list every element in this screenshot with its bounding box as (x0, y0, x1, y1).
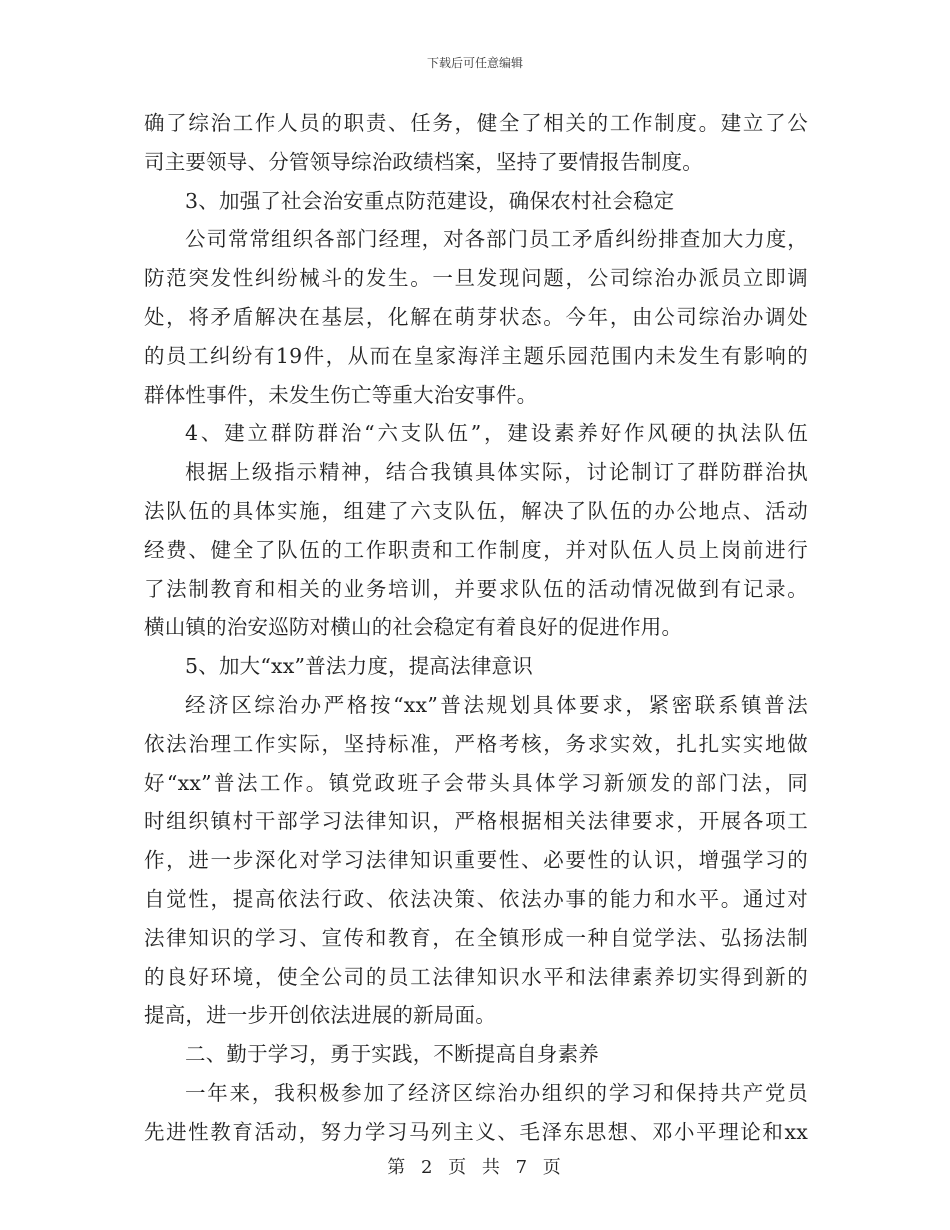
text-line: 的良好环境，使全公司的员工法律知识水平和法律素养切实得到新的 (144, 964, 808, 989)
text-line: 时组织镇村干部学习法律知识，严格根据相关法律要求，开展各项工 (144, 809, 808, 834)
text-line: 自觉性，提高依法行政、依法决策、依法办事的能力和水平。通过对 (144, 886, 808, 911)
text-line: 群体性事件，未发生伤亡等重大治安事件。 (144, 382, 538, 407)
text-line: 4、建立群防群治“六支队伍”，建设素养好作风硬的执法队伍 (185, 421, 808, 446)
text-line: 经费、健全了队伍的工作职责和工作制度，并对队伍人员上岗前进行 (144, 537, 808, 562)
text-line: 确了综治工作人员的职责、任务，健全了相关的工作制度。建立了公 (144, 111, 808, 135)
text-line: 法律知识的学习、宣传和教育，在全镇形成一种自觉学法、弘扬法制 (144, 925, 808, 950)
document-body (144, 104, 808, 1152)
text-line: 根据上级指示精神，结合我镇具体实际，讨论制订了群防群治执 (185, 460, 808, 485)
text-line: 经济区综治办严格按“xx”普法规划具体要求，紧密联系镇普法 (185, 692, 808, 717)
text-line: 依法治理工作实际，坚持标准，严格考核，务求实效，扎扎实实地做 (144, 731, 808, 756)
text-line: 横山镇的治安巡防对横山的社会稳定有着良好的促进作用。 (144, 615, 683, 640)
text-line: 处，将矛盾解决在基层，化解在萌芽状态。今年，由公司综治办调处 (144, 304, 808, 329)
text-line: 一年来，我积极参加了经济区综治办组织的学习和保持共产党员 (185, 1080, 808, 1105)
text-line: 司主要领导、分管领导综治政绩档案，坚持了要情报告制度。 (144, 149, 703, 174)
page-number-footer: 第 2 页 共 7 页 (387, 1157, 563, 1178)
text-line: 好“xx”普法工作。镇党政班子会带头具体学习新颁发的部门法，同 (144, 770, 808, 795)
text-line: 法队伍的具体实施，组建了六支队伍，解决了队伍的办公地点、活动 (144, 498, 808, 523)
text-line: 公司常常组织各部门经理，对各部门员工矛盾纠纷排查加大力度， (185, 227, 808, 252)
text-line: 3、加强了社会治安重点防范建设，确保农村社会稳定 (185, 188, 675, 213)
text-line: 作，进一步深化对学习法律知识重要性、必要性的认识，增强学习的 (144, 848, 808, 873)
text-line: 二、勤于学习，勇于实践，不断提高自身素养 (185, 1042, 599, 1067)
text-line: 的员工纠纷有19件，从而在皇家海洋主题乐园范围内未发生有影响的 (144, 343, 808, 368)
text-line: 先进性教育活动，努力学习马列主义、毛泽东思想、邓小平理论和xx (144, 1119, 808, 1144)
text-line: 5、加大“xx”普法力度，提高法律意识 (185, 654, 533, 679)
page-header-note: 下载后可任意编辑 (426, 56, 523, 70)
text-line: 了法制教育和相关的业务培训，并要求队伍的活动情况做到有记录。 (144, 576, 808, 601)
text-line: 提高，进一步开创依法进展的新局面。 (144, 1003, 496, 1028)
text-line: 防范突发性纠纷械斗的发生。一旦发现问题，公司综治办派员立即调 (144, 266, 808, 291)
